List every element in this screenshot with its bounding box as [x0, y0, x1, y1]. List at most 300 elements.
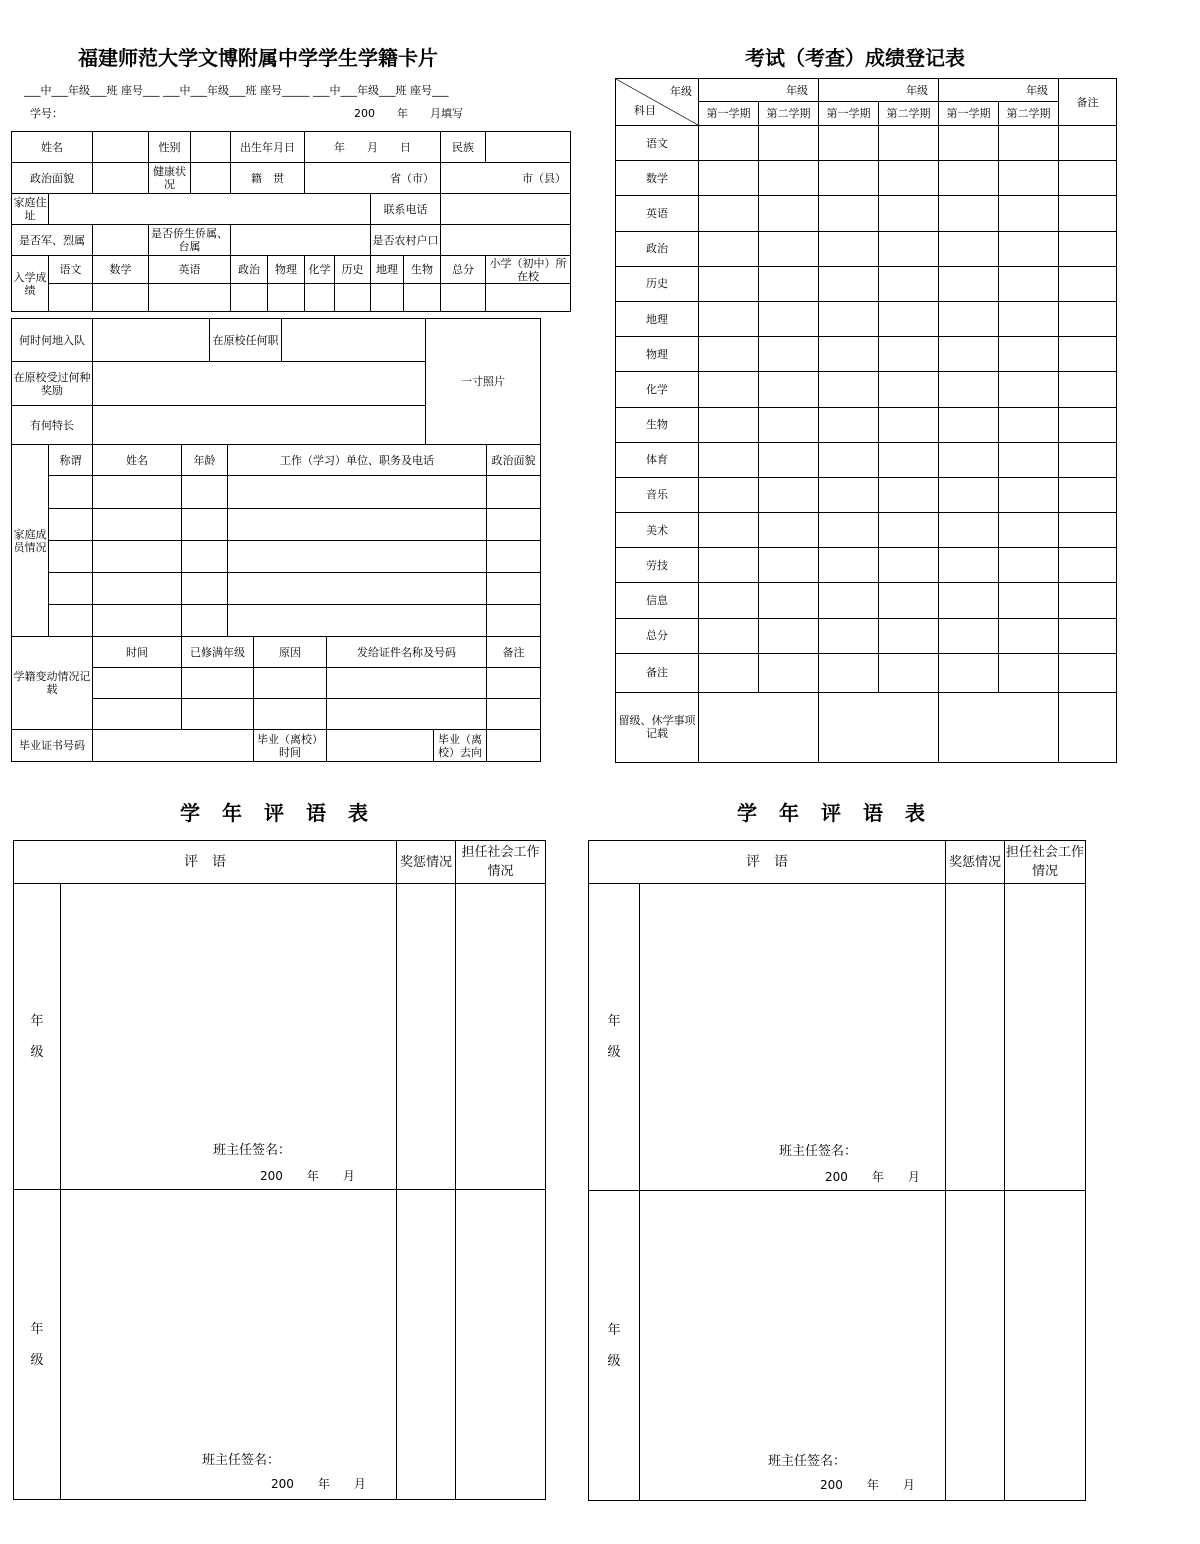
term-header: 第一学期 [819, 102, 879, 126]
score-cell[interactable] [999, 266, 1059, 301]
family-cell[interactable] [93, 605, 182, 637]
score-cell[interactable] [1059, 126, 1117, 161]
score-cell[interactable] [939, 407, 999, 442]
score-cell[interactable] [759, 618, 819, 653]
term-header: 第二学期 [759, 102, 819, 126]
score-cell[interactable] [699, 337, 759, 372]
reward-field[interactable] [946, 884, 1005, 1191]
score-cell[interactable] [1059, 653, 1117, 692]
score-cell[interactable] [819, 196, 879, 231]
corner-top: 年级 [670, 85, 692, 98]
score-cell[interactable] [999, 196, 1059, 231]
score-subject-label: 体育 [616, 442, 699, 477]
grade-label: 年级 [589, 1191, 640, 1501]
score-cell[interactable] [759, 126, 819, 161]
score-subject-label: 总分 [616, 618, 699, 653]
family-cell[interactable] [487, 573, 541, 605]
photo-box: 一寸照片 [426, 319, 541, 445]
grad-cert-label: 毕业证书号码 [12, 730, 93, 762]
prev-post-label: 在原校任何职 [210, 319, 282, 362]
gender-label: 性别 [149, 132, 191, 163]
score-cell[interactable] [759, 442, 819, 477]
score-cell[interactable] [999, 583, 1059, 618]
score-cell[interactable] [999, 407, 1059, 442]
entrance-label: 入学成绩 [12, 256, 49, 312]
score-cell[interactable] [759, 548, 819, 583]
special-label: 有何特长 [12, 406, 93, 445]
score-cell[interactable] [759, 161, 819, 196]
score-cell[interactable] [819, 548, 879, 583]
score-cell[interactable] [879, 266, 939, 301]
grad-time-label: 毕业（离校）时间 [254, 730, 327, 762]
status-cell[interactable] [182, 668, 254, 699]
year-header: 年级 [699, 79, 819, 102]
political-label: 政治面貌 [12, 163, 93, 194]
score-cell[interactable] [759, 583, 819, 618]
family-cell[interactable] [49, 573, 93, 605]
overseas-label: 是否侨生侨属、台属 [149, 225, 231, 256]
subject-label: 物理 [268, 256, 305, 284]
score-field[interactable] [371, 284, 404, 312]
contact-phone-label: 联系电话 [371, 194, 441, 225]
score-cell[interactable] [699, 618, 759, 653]
family-cell[interactable] [93, 509, 182, 541]
social-header: 担任社会工作情况 [456, 841, 546, 884]
year-header: 年级 [939, 79, 1059, 102]
teacher-sign-label: 班主任签名： [202, 1453, 281, 1468]
family-cell[interactable] [182, 476, 228, 509]
family-table [11, 444, 541, 637]
family-cell[interactable] [182, 541, 228, 573]
score-subject-label: 政治 [616, 231, 699, 266]
score-cell[interactable] [939, 477, 999, 512]
family-cell[interactable] [93, 541, 182, 573]
comment-header: 评 语 [14, 841, 397, 884]
score-subject-label: 物理 [616, 337, 699, 372]
score-cell[interactable] [759, 196, 819, 231]
score-subject-label: 信息 [616, 583, 699, 618]
term-header: 第一学期 [699, 102, 759, 126]
status-cell[interactable] [93, 668, 182, 699]
status-header: 原因 [254, 637, 327, 668]
city-field[interactable]: 市（县） [441, 163, 571, 194]
comment-field[interactable] [61, 1190, 397, 1500]
score-cell[interactable] [1059, 513, 1117, 548]
score-subject-label: 化学 [616, 372, 699, 407]
province-field[interactable]: 省（市） [305, 163, 441, 194]
score-cell[interactable] [939, 653, 999, 692]
remark-header: 备注 [1059, 79, 1117, 126]
family-cell[interactable] [487, 605, 541, 637]
score-cell[interactable] [1059, 266, 1117, 301]
family-header: 姓名 [93, 445, 182, 476]
score-field[interactable] [305, 284, 335, 312]
status-header: 备注 [487, 637, 541, 668]
status-cell[interactable] [93, 699, 182, 730]
repeat-note-label: 留级、休学事项记载 [616, 692, 699, 762]
teacher-sign-label: 班主任签名： [213, 1143, 292, 1158]
family-cell[interactable] [93, 573, 182, 605]
score-cell[interactable] [999, 618, 1059, 653]
score-cell[interactable] [759, 477, 819, 512]
score-cell[interactable] [1059, 337, 1117, 372]
ethnicity-label: 民族 [441, 132, 486, 163]
score-field[interactable] [93, 284, 149, 312]
family-cell[interactable] [93, 476, 182, 509]
score-cell[interactable] [819, 372, 879, 407]
score-subject-label: 英语 [616, 196, 699, 231]
score-cell[interactable] [1059, 477, 1117, 512]
name-label: 姓名 [12, 132, 93, 163]
reward-header: 奖惩情况 [397, 841, 456, 884]
term-header: 第二学期 [879, 102, 939, 126]
status-cell[interactable] [254, 668, 327, 699]
awards-field[interactable] [93, 362, 426, 406]
score-cell[interactable] [879, 618, 939, 653]
score-cell[interactable] [699, 196, 759, 231]
rural-field[interactable] [441, 225, 571, 256]
score-cell[interactable] [939, 301, 999, 336]
score-cell[interactable] [699, 583, 759, 618]
overseas-field[interactable] [231, 225, 371, 256]
sign-date: 200 年 月 [820, 1478, 915, 1492]
student-no-label: 学号： [30, 107, 63, 120]
score-subject-label: 备注 [616, 653, 699, 692]
family-cell[interactable] [228, 573, 487, 605]
score-subject-label: 劳技 [616, 548, 699, 583]
prev-school-field[interactable] [486, 284, 571, 312]
score-cell[interactable] [819, 513, 879, 548]
repeat-note-field[interactable] [819, 692, 939, 762]
score-cell[interactable] [1059, 548, 1117, 583]
family-header: 工作（学习）单位、职务及电话 [228, 445, 487, 476]
military-field[interactable] [93, 225, 149, 256]
score-cell[interactable] [699, 266, 759, 301]
repeat-note-field[interactable] [699, 692, 819, 762]
score-cell[interactable] [1059, 618, 1117, 653]
score-subject-label: 地理 [616, 301, 699, 336]
birth-label: 出生年月日 [231, 132, 305, 163]
family-header: 年龄 [182, 445, 228, 476]
status-header: 时间 [93, 637, 182, 668]
score-cell[interactable] [699, 301, 759, 336]
score-cell[interactable] [939, 231, 999, 266]
score-cell[interactable] [699, 161, 759, 196]
corner-bottom: 科目 [634, 104, 656, 117]
sign-date: 200 年 月 [260, 1169, 355, 1183]
evaluation-table-right [588, 840, 1086, 1501]
status-header: 已修满年级 [182, 637, 254, 668]
score-cell[interactable] [819, 477, 879, 512]
reward-field[interactable] [397, 884, 456, 1190]
score-cell[interactable] [939, 196, 999, 231]
repeat-note-field[interactable] [1059, 692, 1117, 762]
status-change-label: 学籍变动情况记载 [12, 637, 93, 730]
social-header: 担任社会工作情况 [1005, 841, 1086, 884]
score-cell[interactable] [759, 653, 819, 692]
sign-date: 200 年 月 [825, 1170, 920, 1184]
score-cell[interactable] [819, 618, 879, 653]
score-cell[interactable] [999, 442, 1059, 477]
health-label: 健康状况 [149, 163, 191, 194]
join-when-field[interactable] [93, 319, 210, 362]
grad-dest-label: 毕业（离校）去向 [434, 730, 487, 762]
score-cell[interactable] [939, 618, 999, 653]
family-cell[interactable] [487, 509, 541, 541]
home-address-label: 家庭住址 [12, 194, 49, 225]
score-cell[interactable] [879, 126, 939, 161]
score-cell[interactable] [939, 442, 999, 477]
scores-title: 考试（考查）成绩登记表 [745, 46, 965, 70]
grade-label: 年级 [589, 884, 640, 1191]
status-cell[interactable] [254, 699, 327, 730]
prev-post-field[interactable] [282, 319, 426, 362]
comment-field[interactable] [640, 1191, 946, 1501]
home-address-field[interactable] [49, 194, 371, 225]
grade-label: 年级 [14, 884, 61, 1190]
subject-label: 政治 [231, 256, 268, 284]
score-cell[interactable] [939, 372, 999, 407]
score-cell[interactable] [939, 161, 999, 196]
score-cell[interactable] [699, 548, 759, 583]
evaluation-title-left: 学年评语表 [180, 801, 390, 825]
evaluation-table-left [13, 840, 546, 1500]
score-cell[interactable] [699, 372, 759, 407]
score-cell[interactable] [879, 407, 939, 442]
score-cell[interactable] [879, 231, 939, 266]
score-cell[interactable] [819, 231, 879, 266]
family-cell[interactable] [182, 509, 228, 541]
score-field[interactable] [441, 284, 486, 312]
term-header: 第一学期 [939, 102, 999, 126]
score-cell[interactable] [1059, 196, 1117, 231]
score-cell[interactable] [999, 513, 1059, 548]
family-cell[interactable] [487, 476, 541, 509]
family-cell[interactable] [182, 605, 228, 637]
family-cell[interactable] [49, 605, 93, 637]
score-cell[interactable] [999, 161, 1059, 196]
score-cell[interactable] [999, 231, 1059, 266]
family-cell[interactable] [49, 509, 93, 541]
family-cell[interactable] [49, 476, 93, 509]
score-cell[interactable] [759, 407, 819, 442]
political-field[interactable] [93, 163, 149, 194]
status-cell[interactable] [487, 668, 541, 699]
score-cell[interactable] [819, 126, 879, 161]
native-label: 籍 贯 [231, 163, 305, 194]
score-cell[interactable] [879, 196, 939, 231]
score-cell[interactable] [699, 477, 759, 512]
special-field[interactable] [93, 406, 426, 445]
score-cell[interactable] [819, 266, 879, 301]
awards-label: 在原校受过何种奖励 [12, 362, 93, 406]
graduation-table [11, 729, 541, 762]
score-cell[interactable] [879, 653, 939, 692]
score-cell[interactable] [819, 583, 879, 618]
score-cell[interactable] [759, 372, 819, 407]
score-cell[interactable] [939, 337, 999, 372]
score-cell[interactable] [1059, 372, 1117, 407]
status-cell[interactable] [327, 668, 487, 699]
family-cell[interactable] [228, 541, 487, 573]
score-cell[interactable] [879, 301, 939, 336]
family-cell[interactable] [49, 541, 93, 573]
grad-cert-field[interactable] [93, 730, 254, 762]
reward-field[interactable] [946, 1191, 1005, 1501]
subject-label: 历史 [335, 256, 371, 284]
class-line: ___中___年级___班 座号___ ___中___年级___班 座号_____ ___中___年级___班 座号___ [24, 84, 449, 97]
score-cell[interactable] [879, 337, 939, 372]
score-cell[interactable] [939, 583, 999, 618]
score-cell[interactable] [699, 231, 759, 266]
family-cell[interactable] [487, 541, 541, 573]
score-field[interactable] [49, 284, 93, 312]
score-cell[interactable] [939, 513, 999, 548]
score-cell[interactable] [999, 477, 1059, 512]
family-header: 政治面貌 [487, 445, 541, 476]
scores-table [615, 78, 1117, 763]
score-cell[interactable] [999, 548, 1059, 583]
score-cell[interactable] [699, 407, 759, 442]
card-title: 福建师范大学文博附属中学学生学籍卡片 [78, 46, 438, 70]
student-card-table [11, 131, 571, 312]
subject-label: 总分 [441, 256, 486, 284]
family-cell[interactable] [228, 605, 487, 637]
score-subject-label: 生物 [616, 407, 699, 442]
score-cell[interactable] [759, 337, 819, 372]
contact-phone-field[interactable] [441, 194, 571, 225]
score-cell[interactable] [999, 337, 1059, 372]
score-cell[interactable] [939, 126, 999, 161]
comment-field[interactable] [61, 884, 397, 1190]
score-field[interactable] [231, 284, 268, 312]
score-cell[interactable] [819, 337, 879, 372]
subject-label: 化学 [305, 256, 335, 284]
reward-field[interactable] [397, 1190, 456, 1500]
name-field[interactable] [93, 132, 149, 163]
score-subject-label: 美术 [616, 513, 699, 548]
subject-label: 语文 [49, 256, 93, 284]
score-cell[interactable] [1059, 301, 1117, 336]
score-field[interactable] [149, 284, 231, 312]
score-cell[interactable] [879, 477, 939, 512]
evaluation-title-right: 学年评语表 [737, 801, 947, 825]
sign-date: 200 年 月 [271, 1477, 366, 1491]
student-card-block-b [11, 318, 541, 445]
subject-label: 地理 [371, 256, 404, 284]
score-cell[interactable] [879, 161, 939, 196]
prev-school-label: 小学（初中）所在校 [486, 256, 571, 284]
family-cell[interactable] [228, 476, 487, 509]
status-header: 发给证件名称及号码 [327, 637, 487, 668]
score-subject-label: 数学 [616, 161, 699, 196]
score-cell[interactable] [699, 442, 759, 477]
family-cell[interactable] [228, 509, 487, 541]
score-cell[interactable] [1059, 407, 1117, 442]
social-field[interactable] [456, 884, 546, 1190]
score-cell[interactable] [699, 126, 759, 161]
repeat-note-field[interactable] [939, 692, 1059, 762]
health-field[interactable] [191, 163, 231, 194]
score-cell[interactable] [1059, 161, 1117, 196]
score-cell[interactable] [879, 372, 939, 407]
comment-header: 评 语 [589, 841, 946, 884]
family-cell[interactable] [182, 573, 228, 605]
score-cell[interactable] [879, 548, 939, 583]
social-field[interactable] [456, 1190, 546, 1500]
score-cell[interactable] [759, 513, 819, 548]
social-field[interactable] [1005, 1191, 1086, 1501]
gender-field[interactable] [191, 132, 231, 163]
join-when-label: 何时何地入队 [12, 319, 93, 362]
corner-cell [616, 79, 699, 126]
score-subject-label: 音乐 [616, 477, 699, 512]
status-cell[interactable] [327, 699, 487, 730]
family-label: 家庭成员情况 [12, 445, 49, 637]
score-cell[interactable] [819, 301, 879, 336]
score-subject-label: 语文 [616, 126, 699, 161]
status-cell[interactable] [182, 699, 254, 730]
score-cell[interactable] [939, 266, 999, 301]
score-cell[interactable] [1059, 583, 1117, 618]
score-cell[interactable] [999, 372, 1059, 407]
social-field[interactable] [1005, 884, 1086, 1191]
teacher-sign-label: 班主任签名： [768, 1454, 847, 1469]
rural-label: 是否农村户口 [371, 225, 441, 256]
score-field[interactable] [268, 284, 305, 312]
score-subject-label: 历史 [616, 266, 699, 301]
ethnicity-field[interactable] [486, 132, 571, 163]
score-cell[interactable] [999, 653, 1059, 692]
score-cell[interactable] [699, 653, 759, 692]
score-cell[interactable] [999, 301, 1059, 336]
score-cell[interactable] [879, 583, 939, 618]
score-cell[interactable] [879, 513, 939, 548]
score-cell[interactable] [759, 231, 819, 266]
subject-label: 数学 [93, 256, 149, 284]
score-cell[interactable] [819, 653, 879, 692]
year-header: 年级 [819, 79, 939, 102]
score-cell[interactable] [1059, 442, 1117, 477]
subject-label: 英语 [149, 256, 231, 284]
subject-label: 生物 [404, 256, 441, 284]
teacher-sign-label: 班主任签名： [779, 1144, 858, 1159]
score-field[interactable] [335, 284, 371, 312]
score-cell[interactable] [939, 548, 999, 583]
score-cell[interactable] [759, 301, 819, 336]
score-field[interactable] [404, 284, 441, 312]
score-cell[interactable] [819, 442, 879, 477]
score-cell[interactable] [1059, 231, 1117, 266]
term-header: 第二学期 [999, 102, 1059, 126]
grad-dest-field[interactable] [487, 730, 541, 762]
status-table [11, 636, 541, 730]
score-cell[interactable] [819, 161, 879, 196]
family-header: 称谓 [49, 445, 93, 476]
score-cell[interactable] [699, 513, 759, 548]
score-cell[interactable] [879, 442, 939, 477]
fill-date: 200 年 月填写 [354, 107, 463, 120]
score-cell[interactable] [999, 126, 1059, 161]
reward-header: 奖惩情况 [946, 841, 1005, 884]
birth-field[interactable]: 年 月 日 [305, 132, 441, 163]
military-label: 是否军、烈属 [12, 225, 93, 256]
score-cell[interactable] [759, 266, 819, 301]
score-cell[interactable] [819, 407, 879, 442]
grad-time-field[interactable] [327, 730, 434, 762]
comment-field[interactable] [640, 884, 946, 1191]
status-cell[interactable] [487, 699, 541, 730]
